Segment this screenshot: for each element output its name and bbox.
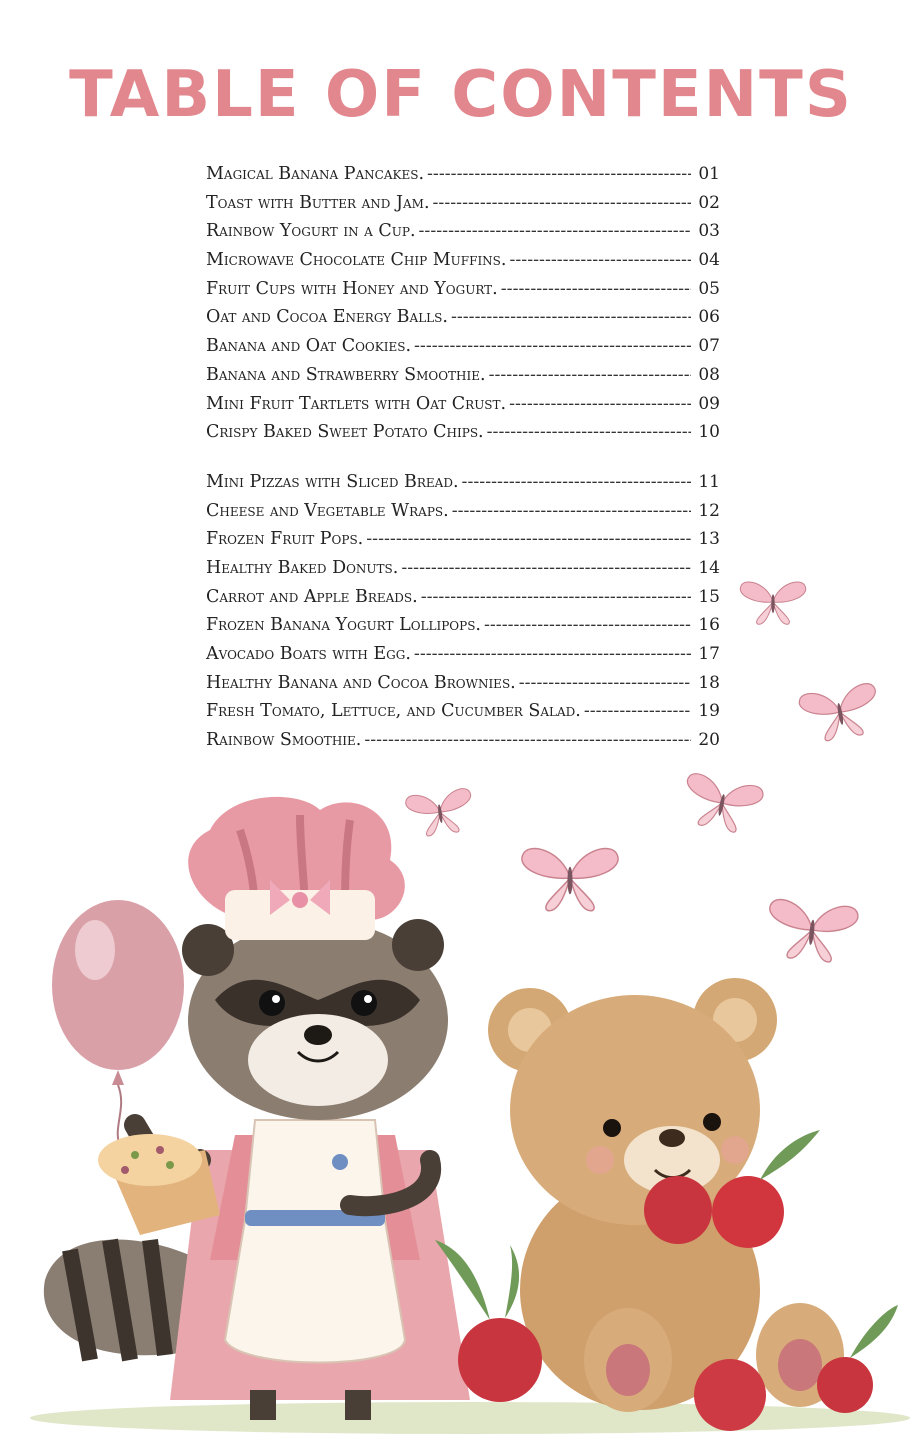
toc-entry[interactable]: [206, 279, 720, 308]
balloon: [52, 900, 184, 1150]
butterfly-icon: [798, 682, 882, 744]
butterfly-icon: [765, 898, 859, 964]
toc-entry-title: Carrot and Apple Breads.: [206, 586, 418, 607]
dot-leader: [419, 221, 691, 241]
toc-entry-title: Frozen Fruit Pops.: [206, 529, 364, 550]
toc-entry-title: Mini Fruit Tartlets with Oat Crust.: [206, 393, 507, 414]
dot-leader: [489, 365, 691, 385]
toc-entry-page: 20: [698, 730, 720, 751]
toc-entry[interactable]: [206, 422, 720, 451]
toc-entry-title: Fruit Cups with Honey and Yogurt.: [206, 278, 498, 299]
toc-entry-page: 02: [698, 192, 720, 213]
dot-leader: [366, 529, 691, 549]
toc-entry-title: Mini Pizzas with Sliced Bread.: [206, 471, 459, 492]
toc-entry-page: 18: [698, 672, 720, 693]
muffin: [98, 1134, 220, 1235]
grass-ground: [30, 1402, 910, 1434]
toc-entry[interactable]: [206, 365, 720, 394]
toc-entry-title: Oat and Cocoa Energy Balls.: [206, 307, 448, 328]
toc-entry-title: Healthy Baked Donuts.: [206, 557, 399, 578]
dot-leader: [421, 587, 691, 607]
toc-entry-page: 01: [698, 164, 720, 184]
toc-entry[interactable]: [206, 673, 720, 702]
toc-entry-page: 17: [698, 644, 720, 664]
toc-entry[interactable]: [206, 193, 720, 222]
toc-entry-title: Banana and Oat Cookies.: [206, 336, 412, 357]
toc-entry[interactable]: [206, 730, 720, 759]
toc-entry-title: Microwave Chocolate Chip Muffins.: [206, 250, 507, 271]
dot-leader: [584, 701, 691, 721]
toc-entry[interactable]: [206, 587, 720, 616]
toc-entry-title: Magical Banana Pancakes.: [206, 164, 425, 184]
toc-entry-page: 11: [698, 471, 720, 492]
dot-leader: [519, 673, 691, 693]
page-title: TABLE OF CONTENTS: [69, 58, 853, 132]
dot-leader: [427, 164, 691, 184]
toc-entry-page: 16: [698, 615, 720, 636]
toc-entry-title: Rainbow Yogurt in a Cup.: [206, 221, 416, 242]
dot-leader: [509, 250, 691, 270]
toc-entry[interactable]: [206, 336, 720, 365]
toc-entry-page: 07: [698, 336, 720, 357]
toc-entry-title: Cheese and Vegetable Wraps.: [206, 500, 449, 521]
dot-leader: [401, 558, 691, 578]
toc-entry[interactable]: [206, 472, 720, 501]
toc-entry[interactable]: [206, 615, 720, 644]
toc-entry-title: Toast with Butter and Jam.: [206, 192, 430, 213]
toc-entry-title: Rainbow Smoothie.: [206, 730, 362, 751]
dot-leader: [484, 615, 691, 635]
toc-entry-page: 14: [698, 557, 720, 578]
toc-entry-title: Healthy Banana and Cocoa Brownies.: [206, 672, 516, 693]
toc-entry-page: 12: [698, 500, 720, 521]
dot-leader: [509, 394, 691, 414]
butterfly-icon: [405, 788, 476, 839]
toc-entry[interactable]: [206, 164, 720, 193]
dot-leader: [414, 336, 691, 356]
toc-entry-page: 09: [698, 393, 720, 414]
toc-entry[interactable]: [206, 558, 720, 587]
toc-entry[interactable]: [206, 221, 720, 250]
dot-leader: [364, 730, 691, 750]
toc-group-2: [206, 472, 720, 759]
toc-entry-page: 04: [698, 250, 720, 271]
toc-entry-page: 13: [698, 529, 720, 550]
toc-entry-title: Crispy Baked Sweet Potato Chips.: [206, 422, 484, 443]
dot-leader: [433, 193, 691, 213]
toc-entry[interactable]: [206, 307, 720, 336]
toc-entry-title: Avocado Boats with Egg.: [206, 644, 411, 664]
toc-entry-page: 10: [698, 422, 720, 443]
toc-entry[interactable]: [206, 501, 720, 530]
dot-leader: [462, 472, 691, 492]
dot-leader: [452, 501, 691, 521]
teddy-bear: [488, 978, 844, 1412]
toc-entry-page: 06: [698, 307, 720, 328]
table-of-contents: [206, 164, 720, 780]
toc-entry-title: Frozen Banana Yogurt Lollipops.: [206, 615, 481, 636]
toc-entry[interactable]: [206, 394, 720, 423]
toc-entry-page: 08: [698, 364, 720, 385]
dot-leader: [501, 279, 691, 299]
dot-leader: [414, 644, 691, 664]
toc-entry[interactable]: [206, 529, 720, 558]
toc-entry-page: 05: [698, 278, 720, 299]
toc-group-1: [206, 164, 720, 451]
toc-entry-title: Fresh Tomato, Lettuce, and Cucumber Salad.: [206, 701, 581, 722]
apple: [435, 1130, 898, 1431]
butterfly-icon: [522, 849, 618, 911]
toc-entry-page: 19: [698, 701, 720, 722]
dot-leader: [487, 422, 691, 442]
dot-leader: [451, 307, 691, 327]
toc-entry-title: Banana and Strawberry Smoothie.: [206, 364, 486, 385]
raccoon-tail: [44, 1240, 200, 1360]
raccoon-chef: [135, 797, 470, 1420]
butterfly-icon: [740, 582, 805, 624]
toc-entry[interactable]: [206, 250, 720, 279]
toc-entry-page: 03: [698, 221, 720, 242]
toc-entry[interactable]: [206, 701, 720, 730]
toc-entry[interactable]: [206, 644, 720, 673]
butterfly-icon: [679, 772, 765, 837]
toc-entry-page: 15: [698, 586, 720, 607]
